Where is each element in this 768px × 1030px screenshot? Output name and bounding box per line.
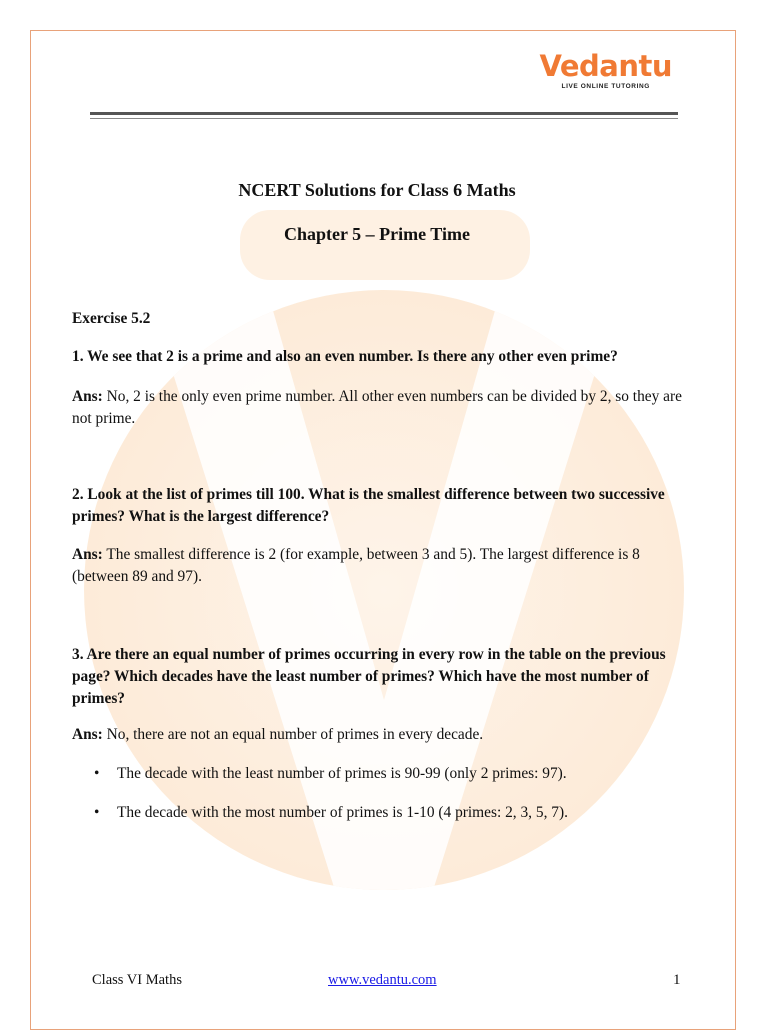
list-item-text: The decade with the most number of primes is 1-10 (4 primes: 2, 3, 5, 7). <box>117 804 568 821</box>
question-3: 3. Are there an equal number of primes occurring in every row in the table on the previous page? Which decades have the least number of primes? Which have the most number of primes? <box>72 646 666 707</box>
chapter-title: Chapter 5 – Prime Time <box>284 224 470 244</box>
answer-text: No, there are not an equal number of primes in every decade. <box>102 726 484 743</box>
exercise-heading: Exercise 5.2 <box>72 310 151 327</box>
answer-label: Ans: <box>72 726 103 743</box>
answer-2 <box>72 544 682 588</box>
bullet-icon: • <box>94 804 100 821</box>
answer-text: No, 2 is the only even prime number. All other even numbers can be divided by 2, so they are not prime. <box>72 388 682 427</box>
list-item-text: The decade with the least number of primes is 90-99 (only 2 primes: 97). <box>117 765 567 782</box>
document-title: NCERT Solutions for Class 6 Maths <box>238 180 516 200</box>
answer-text: The smallest difference is 2 (for example, between 3 and 5). The largest difference is 8 (between 89 and 97). <box>72 546 640 585</box>
footer-class-label: Class VI Maths <box>92 972 182 988</box>
answer-1 <box>72 386 682 430</box>
footer-website-link[interactable]: www.vedantu.com <box>328 972 437 988</box>
header-divider <box>90 112 678 119</box>
answer-3 <box>72 724 682 746</box>
answer-label: Ans: <box>72 388 103 405</box>
logo-tagline: LIVE ONLINE TUTORING <box>561 83 650 90</box>
page-number: 1 <box>673 972 681 988</box>
vedantu-logo <box>539 50 672 90</box>
question-2: 2. Look at the list of primes till 100. What is the smallest difference between two successive primes? What is the largest difference? <box>72 486 665 525</box>
answer-label: Ans: <box>72 546 103 563</box>
question-1: 1. We see that 2 is a prime and also an even number. Is there any other even prime? <box>72 348 618 365</box>
logo-wordmark: Vedantu <box>539 49 672 83</box>
bullet-icon: • <box>94 765 100 782</box>
